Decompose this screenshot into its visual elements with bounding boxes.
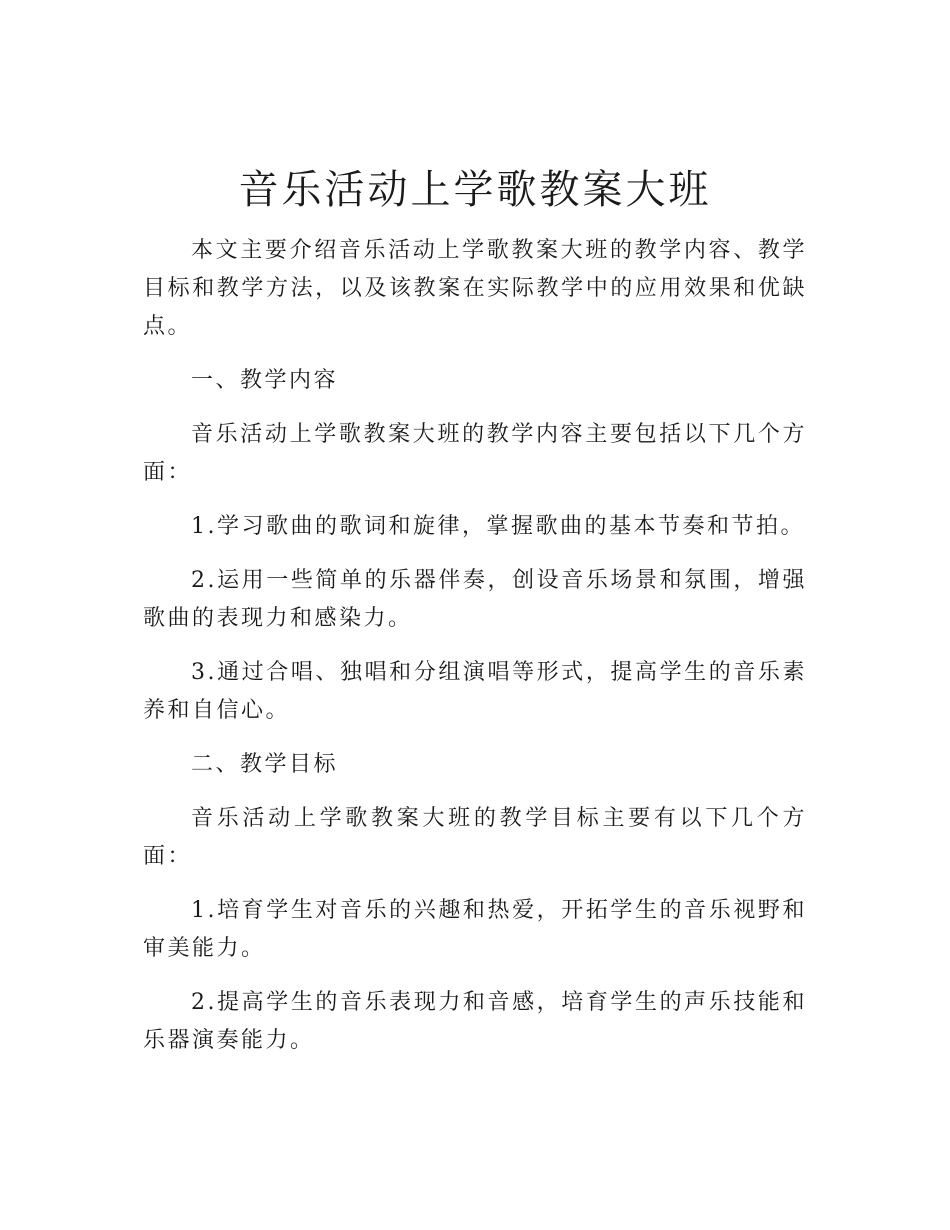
content-item-3: 3.通过合唱、独唱和分组演唱等形式，提高学生的音乐素养和自信心。 [143,660,807,723]
document-body [143,232,807,1076]
document-title: 音乐活动上学歌教案大班 [238,167,712,213]
goal-item-2: 2.提高学生的音乐表现力和音感，培育学生的声乐技能和乐器演奏能力。 [143,990,807,1053]
content-item-2: 2.运用一些简单的乐器伴奏，创设音乐场景和氛围，增强歌曲的表现力和感染力。 [143,568,807,631]
intro-paragraph: 本文主要介绍音乐活动上学歌教案大班的教学内容、教学目标和教学方法，以及该教案在实际教学中的应用效果和优缺点。 [143,238,807,339]
content-item-1: 1.学习歌曲的歌词和旋律，掌握歌曲的基本节奏和节拍。 [191,514,805,539]
goals-intro-paragraph: 音乐活动上学歌教案大班的教学目标主要有以下几个方面： [143,806,807,869]
section-heading-goals: 二、教学目标 [191,752,339,777]
section-heading-content: 一、教学内容 [191,368,339,393]
content-intro-paragraph: 音乐活动上学歌教案大班的教学内容主要包括以下几个方面： [143,422,807,485]
goal-item-1: 1.培育学生对音乐的兴趣和热爱，开拓学生的音乐视野和审美能力。 [143,898,807,961]
